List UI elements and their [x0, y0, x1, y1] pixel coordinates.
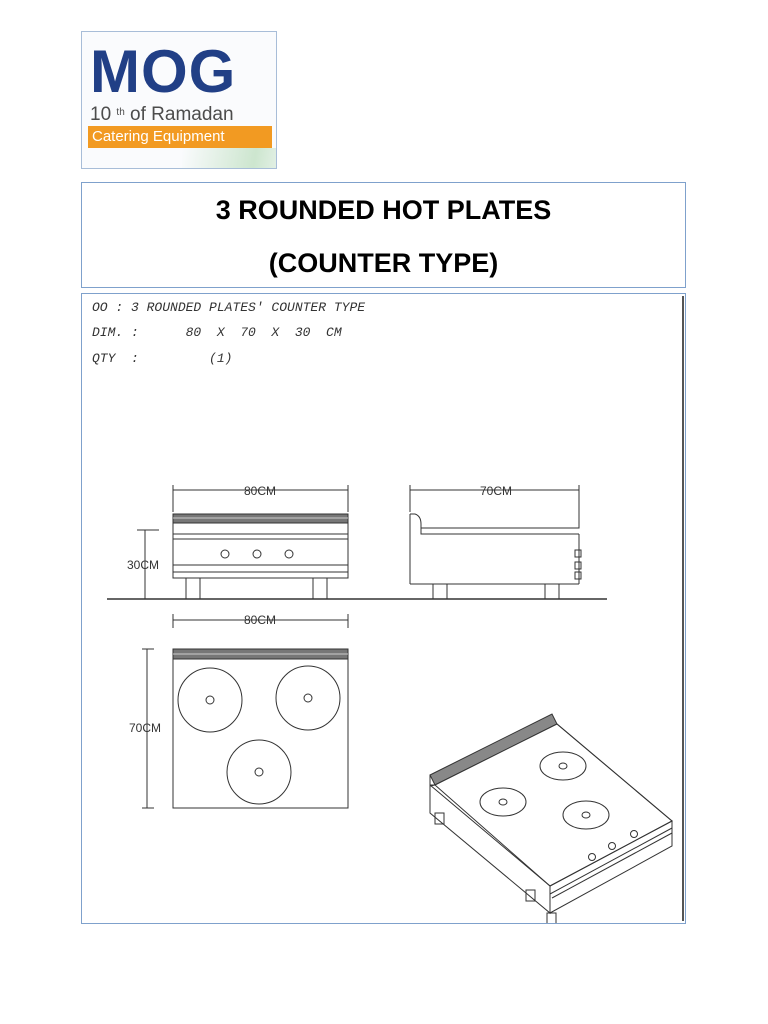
logo-subtitle-text: of Ramadan	[130, 104, 234, 125]
height-label: 30CM	[126, 558, 160, 572]
spec-dimensions: DIM. : 80 X 70 X 30 CM	[92, 325, 342, 340]
logo-swoosh	[182, 148, 277, 169]
page-subtitle: (COUNTER TYPE)	[268, 248, 499, 278]
logo-subtitle	[90, 105, 234, 125]
logo-tagline: Catering Equipment	[88, 126, 272, 148]
page-title: 3 ROUNDED HOT PLATES	[215, 195, 552, 225]
logo-subtitle-number: 10	[90, 104, 112, 125]
drawing-canvas	[82, 294, 685, 923]
technical-drawing	[81, 293, 686, 924]
title-box	[81, 182, 686, 288]
spec-quantity: QTY : (1)	[92, 351, 233, 366]
logo-brand: MOG	[90, 38, 237, 105]
company-logo	[81, 31, 277, 169]
spec-model: OO : 3 ROUNDED PLATES' COUNTER TYPE	[92, 300, 366, 315]
side-depth-label: 70CM	[479, 484, 513, 498]
front-view	[173, 485, 348, 599]
front-width-label: 80CM	[243, 484, 277, 498]
isometric-view	[430, 714, 672, 923]
side-view	[410, 485, 581, 599]
top-width-label: 80CM	[243, 613, 277, 627]
top-depth-label: 70CM	[128, 721, 162, 735]
top-view	[142, 614, 348, 808]
logo-subtitle-ordinal: th	[116, 107, 125, 118]
